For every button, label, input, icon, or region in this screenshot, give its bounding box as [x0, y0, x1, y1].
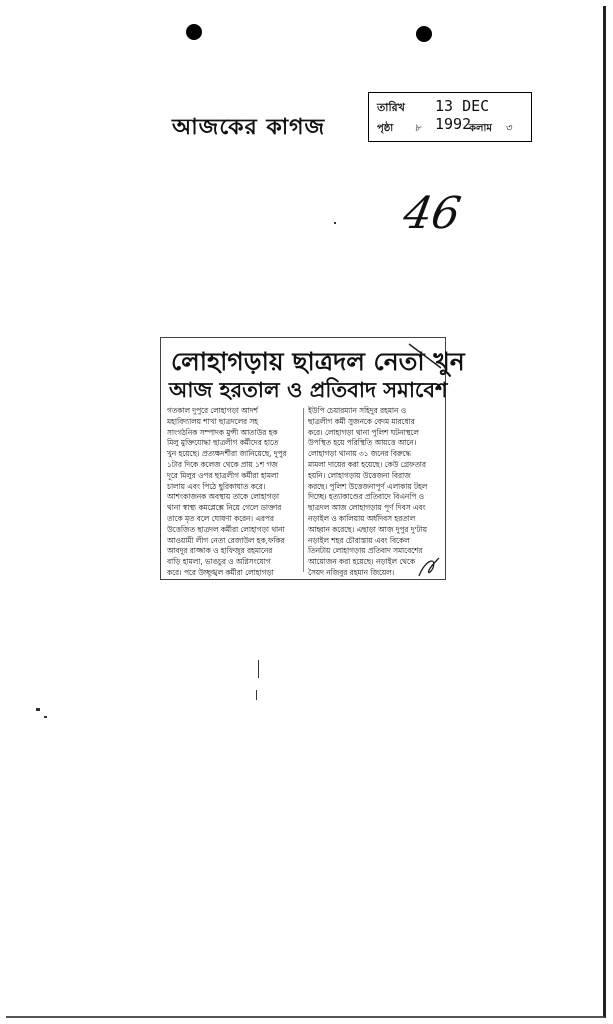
body-column-right: [308, 406, 441, 579]
date-value: 13 DEC 1992: [435, 97, 490, 133]
body-line: খুন হয়েছে। প্রত্যক্ষদর্শীরা জানিয়েছে, দুপুর: [167, 449, 287, 459]
body-line: ইউপি চেয়ারম্যান সহিদুর রহমান ও: [308, 406, 407, 415]
body-line: সৈয়দ নজিবুর রহমান জিয়েল।: [308, 567, 395, 577]
body-line: নড়াইল শহর চৌরাস্তায় এবং বিকেল: [308, 535, 410, 545]
body-line: করে। লোহাগড়া থানা পুলিশ ঘটনাস্থলে: [308, 427, 419, 437]
article-body: [167, 406, 441, 576]
body-line: করছে। পুলিশ উত্তেজনাপূর্ণ এলাকায় টহল: [308, 481, 428, 491]
pen-loop-mark: [415, 554, 443, 578]
newspaper-name: আজকের কাগজ: [172, 115, 326, 140]
column-label: কলাম: [469, 123, 492, 134]
subheadline: আজ হরতাল ও প্রতিবাদ সমাবেশ: [169, 378, 448, 402]
body-line: হয়নি। লোহাগড়ায় উত্তেজনা বিরাজ: [308, 470, 411, 480]
body-line: মামলা দায়ের করা হয়েছে। কেউ গ্রেফতার: [308, 459, 426, 469]
body-line: আয়োজন করা হয়েছে। নড়াইল থেকে: [308, 557, 415, 567]
body-line: লোহাগড়া থানায় ৩১ জনের বিরুদ্ধে: [308, 449, 411, 459]
date-label: তারিখ: [377, 101, 405, 114]
body-line: দিচ্ছে। হত্যাকাণ্ডের প্রতিবাদে বিএনপি ও: [308, 492, 424, 502]
body-line: আওয়ামী লীগ নেতা রেজাউল হক,ফকির: [167, 535, 285, 545]
column-value: ৩: [505, 123, 512, 134]
body-column-left: [167, 406, 300, 579]
body-line: ছাত্রলীগ কর্মী সুজনকে বেদম মারধোর: [308, 416, 415, 426]
punch-hole-right: [416, 26, 432, 42]
page-entry: [377, 121, 421, 138]
pen-stroke-mark: [407, 342, 443, 370]
body-line: আহ্বান করেছে। এছাড়া আজ দুপুর দু'টায়: [308, 524, 427, 534]
body-line: করে। পরে উচ্ছৃঙ্খল কর্মীরা লোহাগড়া: [167, 567, 274, 577]
body-line: থানা স্বাস্থ্য কমপ্লেক্সে নিয়ে গেলে ডাক্তার: [167, 503, 282, 513]
punch-hole-left: [186, 24, 202, 40]
news-clipping: [160, 337, 465, 580]
body-line: তিনটায় লোহাগড়ায় প্রতিবাদ সমাবেশের: [308, 546, 423, 556]
page-label: পৃষ্ঠা: [377, 123, 394, 134]
file-number: 46: [399, 188, 465, 239]
headline: লোহাগড়ায় ছাত্রদল নেতা খুন: [171, 347, 465, 376]
body-line: বাড়ি হামলা, ভাঙচুর ও অগ্নিসংযোগ: [167, 557, 271, 567]
column-divider: [303, 408, 304, 572]
body-line: আবদুর রাজ্জাক ও হাফিজুর রহমানের: [167, 546, 273, 556]
body-line: উপস্থিত হয়ে পরিস্থিতি আয়ত্তে আনে।: [308, 438, 417, 448]
column-entry: [469, 121, 512, 138]
scan-speck: [256, 690, 257, 700]
body-line: আশংকাজনক অবস্থায় তাকে লোহাগড়া: [167, 492, 279, 502]
scan-speck: [334, 222, 336, 224]
body-line: তাকে মৃত বলে ঘোষণা করেন। এরপর: [167, 513, 274, 523]
body-line: চালায় এবং পিঠে ছুরিকাঘাত করে।: [167, 481, 266, 491]
body-line: উত্তেজিত ছাত্রদল কর্মীরা লোহাগড়া থানা: [167, 524, 285, 534]
date-stamp: [368, 92, 532, 142]
body-line: সাংগঠনিক সম্পাদক মুন্সী আতাউর হক: [167, 427, 278, 437]
body-line: ছাত্রদল আজ লোহাগড়ায় পূর্ণ দিবস এবং: [308, 503, 426, 513]
scan-speck: [36, 708, 40, 711]
body-line: গতকাল দুপুরে লোহাগড়া আদর্শ: [167, 406, 258, 415]
body-line: দূরে মিলুর ওপর ছাত্রলীগ কর্মীরা হামলা: [167, 470, 279, 480]
body-line: মহাবিদ্যালয় শাখা ছাত্রদলের সহ: [167, 416, 259, 426]
scan-speck: [44, 716, 47, 718]
body-line: নড়াইল ও কালিয়ায় অর্ধদিবস হরতাল: [308, 513, 416, 523]
body-line: মিলু মুক্তিযোদ্ধা ছাত্রলীগ কর্মীদের হাতে: [167, 438, 279, 448]
scan-speck: [258, 660, 259, 678]
body-line: ১টার দিকে কলেজ থেকে প্রায় ১শ গজ: [167, 459, 278, 469]
page-value: ৮: [414, 123, 421, 134]
